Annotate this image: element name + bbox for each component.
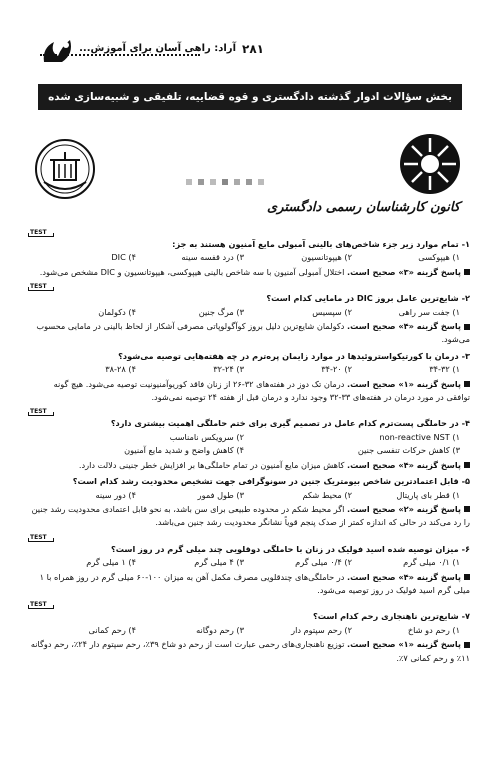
question-number: ۵-: [461, 476, 470, 487]
option: ۴) DIC: [111, 252, 136, 263]
test-tag: [28, 600, 470, 610]
answer-label: پاسخ گزینه «۴» صحیح است.: [346, 571, 461, 582]
option: ۱) ۳۴-۳۲: [429, 364, 460, 375]
option: ۳) طول فمور: [197, 489, 244, 500]
test-tag-label: TEST: [30, 229, 47, 236]
answer-text: دکولمان شایع‌ترین دلیل بروز کوآگولوپاتی مصرفی آشکار از لحاظ بالینی در مامایی محسوب می‌شود.: [36, 321, 470, 345]
question-text: [28, 543, 470, 556]
option: ۳) درد قفسه سینه: [181, 252, 244, 263]
question-text: [28, 610, 470, 623]
section-banner: بخش سؤالات ادوار گذشته دادگستری و قوه قضاییه، تلفیقی و شبیه‌سازی شده: [38, 84, 462, 110]
test-tag: [28, 228, 470, 238]
question-options: [28, 251, 470, 264]
option: ۲) ۳۴-۲۰: [321, 364, 352, 375]
answer-explanation: [28, 459, 470, 472]
option: ۲) محیط شکم: [302, 489, 352, 500]
question-options: [28, 444, 470, 457]
test-tag: [28, 282, 470, 292]
question-stem: تمام موارد زیر جزء شاخص‌های بالینی آمبولی مایع آمنیون هستند به جز:: [172, 239, 459, 249]
option: ۱) قطر بای پاریتال: [396, 489, 460, 500]
question-stem: شایع‌ترین عامل بروز DIC در مامایی کدام است؟: [266, 293, 459, 304]
answer-label: پاسخ گزینه «۴» صحیح است.: [346, 459, 461, 470]
answer-explanation: [28, 320, 470, 347]
option: ۳) مرگ جنین: [198, 306, 244, 317]
answer-text: اختلال آمبولی آمنیون با سه شاخص بالینی هیپوکسی، هیپوتانسیون و DIC مشخص می‌شود.: [39, 266, 345, 277]
question-number: ۱-: [461, 239, 470, 249]
option: ۴) ۳۸-۲۸: [105, 364, 136, 375]
bullet-square-icon: [464, 642, 470, 648]
option: ۴) دکولمان: [98, 306, 136, 317]
book-title: آراد: راهی آسان برای آموزش...: [79, 43, 236, 54]
question-options: [28, 624, 470, 637]
question-block: [28, 350, 470, 405]
option: ۳) کاهش حرکات تنفسی جنین: [357, 445, 460, 456]
question-block: [28, 228, 470, 279]
page-header: [40, 40, 460, 62]
answer-text: در حاملگی‌های چندقلویی مصرف مکمل آهن به میزان ۱۰۰-۶۰ میلی گرم در روز همراه با ۱ میلی گرم اسید فولیک در روز توصیه می‌شود.: [39, 571, 470, 595]
answer-text: توزیع ناهنجاری‌های رحمی عبارت است از رحم دو شاخ ۳۹٪، رحم سپتوم دار ۲۴٪، رحم دوگانه ۱۱٪ و رحم کمانی ۷٪.: [30, 639, 470, 663]
question-text: [28, 350, 470, 363]
answer-explanation: [28, 266, 470, 279]
question-number: ۷-: [461, 611, 470, 622]
question-number: ۳-: [461, 350, 470, 361]
option: ۲) سپسیس: [312, 306, 352, 317]
question-text: [28, 238, 470, 251]
question-text: [28, 292, 470, 305]
option: ۲) سرویکس نامناسب: [169, 431, 244, 442]
option: ۴) دور سینه: [95, 489, 136, 500]
question-stem: قابل اعتمادترین شاخص بیومتریک جنین در سونوگرافی جهت تشخیص محدودیت رشد کدام است؟: [72, 476, 459, 487]
page-number: ۲۸۱: [242, 42, 264, 56]
option: ۱) جفت سر راهی: [398, 306, 460, 317]
question-options: [28, 306, 470, 319]
option: ۳) ۳۲-۲۴: [213, 364, 244, 375]
option: ۳) رحم دوگانه: [196, 624, 244, 635]
answer-text: درمان تک دوز در هفته‌های ۳۲-۲۶ از زنان فاقد کوریوآمنیونیت توصیه می‌شود. هیچ گونه توافقی در مورد درمان در هفته‌های ۳۳-۳۲ وجود ندارد و درمان قبل از هفته ۲۴ توصیه نمی‌شود.: [53, 378, 470, 403]
answer-explanation: [28, 638, 470, 665]
question-stem: میزان توصیه شده اسید فولیک در زنان با حاملگی دوقلویی چند میلی گرم در روز است؟: [111, 543, 459, 554]
question-options: [28, 489, 470, 502]
publisher-logo-icon: [40, 36, 76, 66]
organization-signature: کانون کارشناسان رسمی دادگستری: [267, 200, 460, 215]
sunburst-emblem-icon: [398, 132, 462, 196]
decorative-dots: [186, 178, 276, 186]
answer-explanation: [28, 571, 470, 598]
test-tag-label: TEST: [30, 283, 47, 291]
option: ۱) non-reactive NST: [379, 431, 460, 442]
test-tag: [28, 533, 470, 543]
answer-label: پاسخ گزینه «۴» صحیح است.: [346, 321, 461, 332]
option: ۲) رحم سپتوم دار: [291, 624, 352, 635]
question-block: [28, 533, 470, 598]
question-options: [28, 556, 470, 569]
question-stem: درمان با کورتیکواستروئیدها در موارد زایمان پره‌ترم در چه هفته‌هایی توصیه می‌شود؟: [118, 350, 459, 361]
question-block: [28, 407, 470, 472]
option: ۱) ۰/۱ میلی گرم: [403, 557, 460, 568]
question-number: ۴-: [461, 418, 470, 429]
answer-label: پاسخ گزینه «۲» صحیح است.: [346, 503, 461, 514]
question-options: [28, 363, 470, 376]
question-options: [28, 431, 470, 444]
question-text: [28, 475, 470, 488]
bullet-square-icon: [464, 324, 470, 330]
answer-text: کاهش میزان مایع آمنیون در تمام حاملگی‌ها بر افزایش خطر جنینی دلالت دارد.: [78, 459, 345, 470]
option: ۲) هیپوتانسیون: [301, 252, 352, 263]
option: ۴) ۱ میلی گرم: [86, 557, 136, 568]
bullet-square-icon: [464, 381, 470, 387]
answer-explanation: [28, 503, 470, 530]
answer-label: پاسخ گزینه «۱» صحیح است.: [346, 378, 461, 389]
question-number: ۶-: [461, 543, 470, 554]
bullet-square-icon: [464, 506, 470, 512]
option: ۲) ۰/۴ میلی گرم: [295, 557, 352, 568]
bullet-square-icon: [464, 269, 470, 275]
answer-label: پاسخ گزینه «۱» صحیح است.: [346, 639, 461, 650]
test-tag: [28, 407, 470, 417]
question-stem: شایع‌ترین ناهنجاری رحم کدام است؟: [312, 611, 459, 622]
option: ۳) ۴ میلی گرم: [194, 557, 244, 568]
option: ۱) هیپوکسی: [418, 252, 460, 263]
option: ۴) رحم کمانی: [88, 624, 136, 635]
question-block: [28, 282, 470, 347]
question-block: [28, 600, 470, 665]
test-tag-label: TEST: [30, 601, 47, 609]
answer-text: اگر محیط شکم در محدوده طبیعی برای سن باشد، به نحو قابل اعتمادی محدودیت رشد جنین را رد می‌کند در حالی که اندازه کمتر از صدک پنجم قویاً نشانگر محدودیت رشد جنین می‌باشد.: [31, 503, 470, 528]
option: ۴) کاهش واضح و شدید مایع آمنیون: [124, 445, 244, 456]
question-number: ۲-: [461, 293, 470, 304]
option: ۱) رحم دو شاخ: [407, 624, 460, 635]
answer-explanation: [28, 378, 470, 405]
bullet-square-icon: [464, 462, 470, 468]
question-stem: در حاملگی پست‌ترم کدام عامل در تصمیم گیری برای ختم حاملگی اهمیت بیشتری دارد؟: [110, 418, 459, 429]
questions-list: [28, 228, 470, 668]
question-text: [28, 417, 470, 430]
bullet-square-icon: [464, 574, 470, 580]
test-tag-label: TEST: [30, 533, 47, 541]
question-block: [28, 475, 470, 530]
judiciary-emblem-icon: [34, 138, 96, 200]
answer-label: پاسخ گزینه «۳» صحیح است.: [346, 266, 461, 277]
test-tag-label: TEST: [30, 408, 47, 416]
